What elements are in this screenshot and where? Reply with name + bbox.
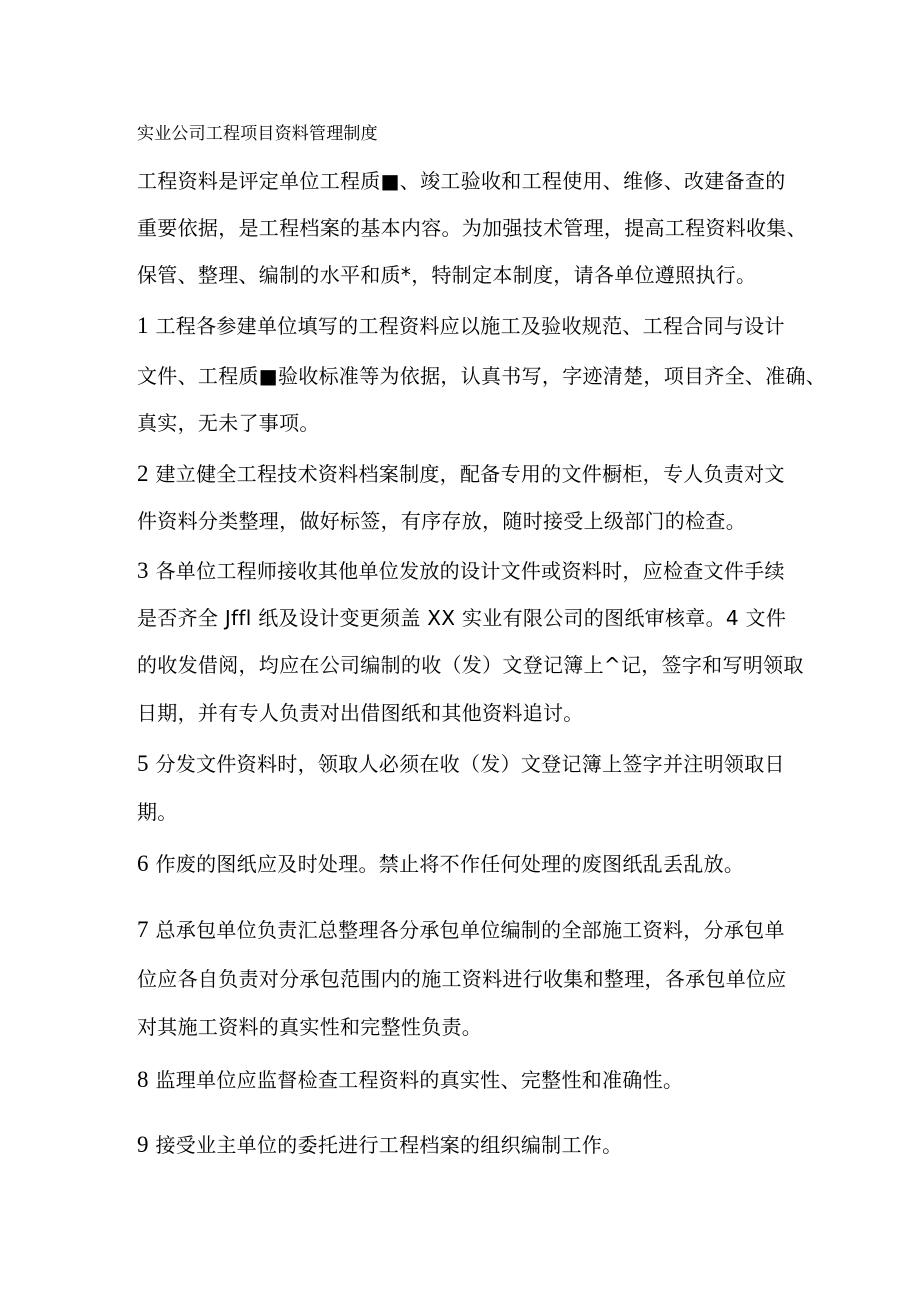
clause-text: 接受业主单位的委托进行工程档案的组织编制工作。 bbox=[155, 1133, 623, 1157]
clause-2-line-1 bbox=[137, 461, 785, 487]
clause-number: 7 bbox=[137, 917, 149, 942]
clause-text: 各单位工程师接收其他单位发放的设计文件或资料时，应检查文件手续 bbox=[155, 559, 785, 583]
clause-number: 6 bbox=[137, 851, 149, 876]
clause-number: 2 bbox=[137, 461, 149, 486]
clause-7-line-3: 对其施工资料的真实性和完整性负责。 bbox=[137, 1015, 483, 1039]
clause-text: 建立健全工程技术资料档案制度，配备专用的文件橱柜，专人负责对文 bbox=[155, 462, 785, 486]
clause-5-line-2: 期。 bbox=[137, 800, 178, 824]
clause-8-line-1 bbox=[137, 1067, 683, 1093]
clause-text: 分发文件资料时，领取人必须在收（发）文登记簿上签字并注明领取日 bbox=[155, 752, 785, 776]
clause-3-line-3: 的收发借阅，均应在公司编制的收（发）文登记簿上^记，签字和写明领取 bbox=[137, 653, 804, 677]
clause-number: 3 bbox=[137, 558, 149, 583]
clause-7-line-1 bbox=[137, 917, 785, 943]
clause-text: 监理单位应监督检查工程资料的真实性、完整性和准确性。 bbox=[155, 1068, 684, 1092]
clause-number: 8 bbox=[137, 1067, 149, 1092]
clause-1-line-2: 文件、工程质■验收标准等为依据，认真书写，字迹清楚，项目齐全、准确、 bbox=[137, 364, 827, 388]
clause-2-line-2: 件资料分类整理，做好标签，有序存放，随时接受上级部门的检查。 bbox=[137, 509, 746, 533]
clause-text: 工程各参建单位填写的工程资料应以施工及验收规范、工程合同与设计 bbox=[155, 314, 785, 338]
clause-1-line-1 bbox=[137, 313, 785, 339]
clause-3-line-1 bbox=[137, 558, 785, 584]
clause-number: 5 bbox=[137, 751, 149, 776]
clause-text: 总承包单位负责汇总整理各分承包单位编制的全部施工资料，分承包单 bbox=[155, 918, 785, 942]
clause-3-line-2: 是否齐全 Jffl 纸及设计变更须盖 XX 实业有限公司的图纸审核章。4 文件 bbox=[137, 606, 787, 630]
clause-7-line-2: 位应各自负责对分承包范围内的施工资料进行收集和整理，各承包单位应 bbox=[137, 967, 787, 991]
clause-text: 作废的图纸应及时处理。禁止将不作任何处理的废图纸乱丢乱放。 bbox=[155, 852, 745, 876]
intro-line-2: 重要依据，是工程档案的基本内容。为加强技术管理，提高工程资料收集、 bbox=[137, 216, 807, 240]
intro-line-1: 工程资料是评定单位工程质■、竣工验收和工程使用、维修、改建备查的 bbox=[137, 169, 786, 193]
clause-6-line-1 bbox=[137, 851, 744, 877]
clause-3-line-4: 日期，并有专人负责对出借图纸和其他资料追讨。 bbox=[137, 701, 584, 725]
clause-1-line-3: 真实，无未了事项。 bbox=[137, 411, 320, 435]
intro-line-3: 保管、整理、编制的水平和质*，特制定本制度，请各单位遵照执行。 bbox=[137, 263, 757, 287]
clause-9-line-1 bbox=[137, 1132, 622, 1158]
clause-number: 9 bbox=[137, 1132, 149, 1157]
document-title: 实业公司工程项目资料管理制度 bbox=[137, 124, 378, 144]
clause-5-line-1 bbox=[137, 751, 785, 777]
clause-number: 1 bbox=[137, 313, 149, 338]
